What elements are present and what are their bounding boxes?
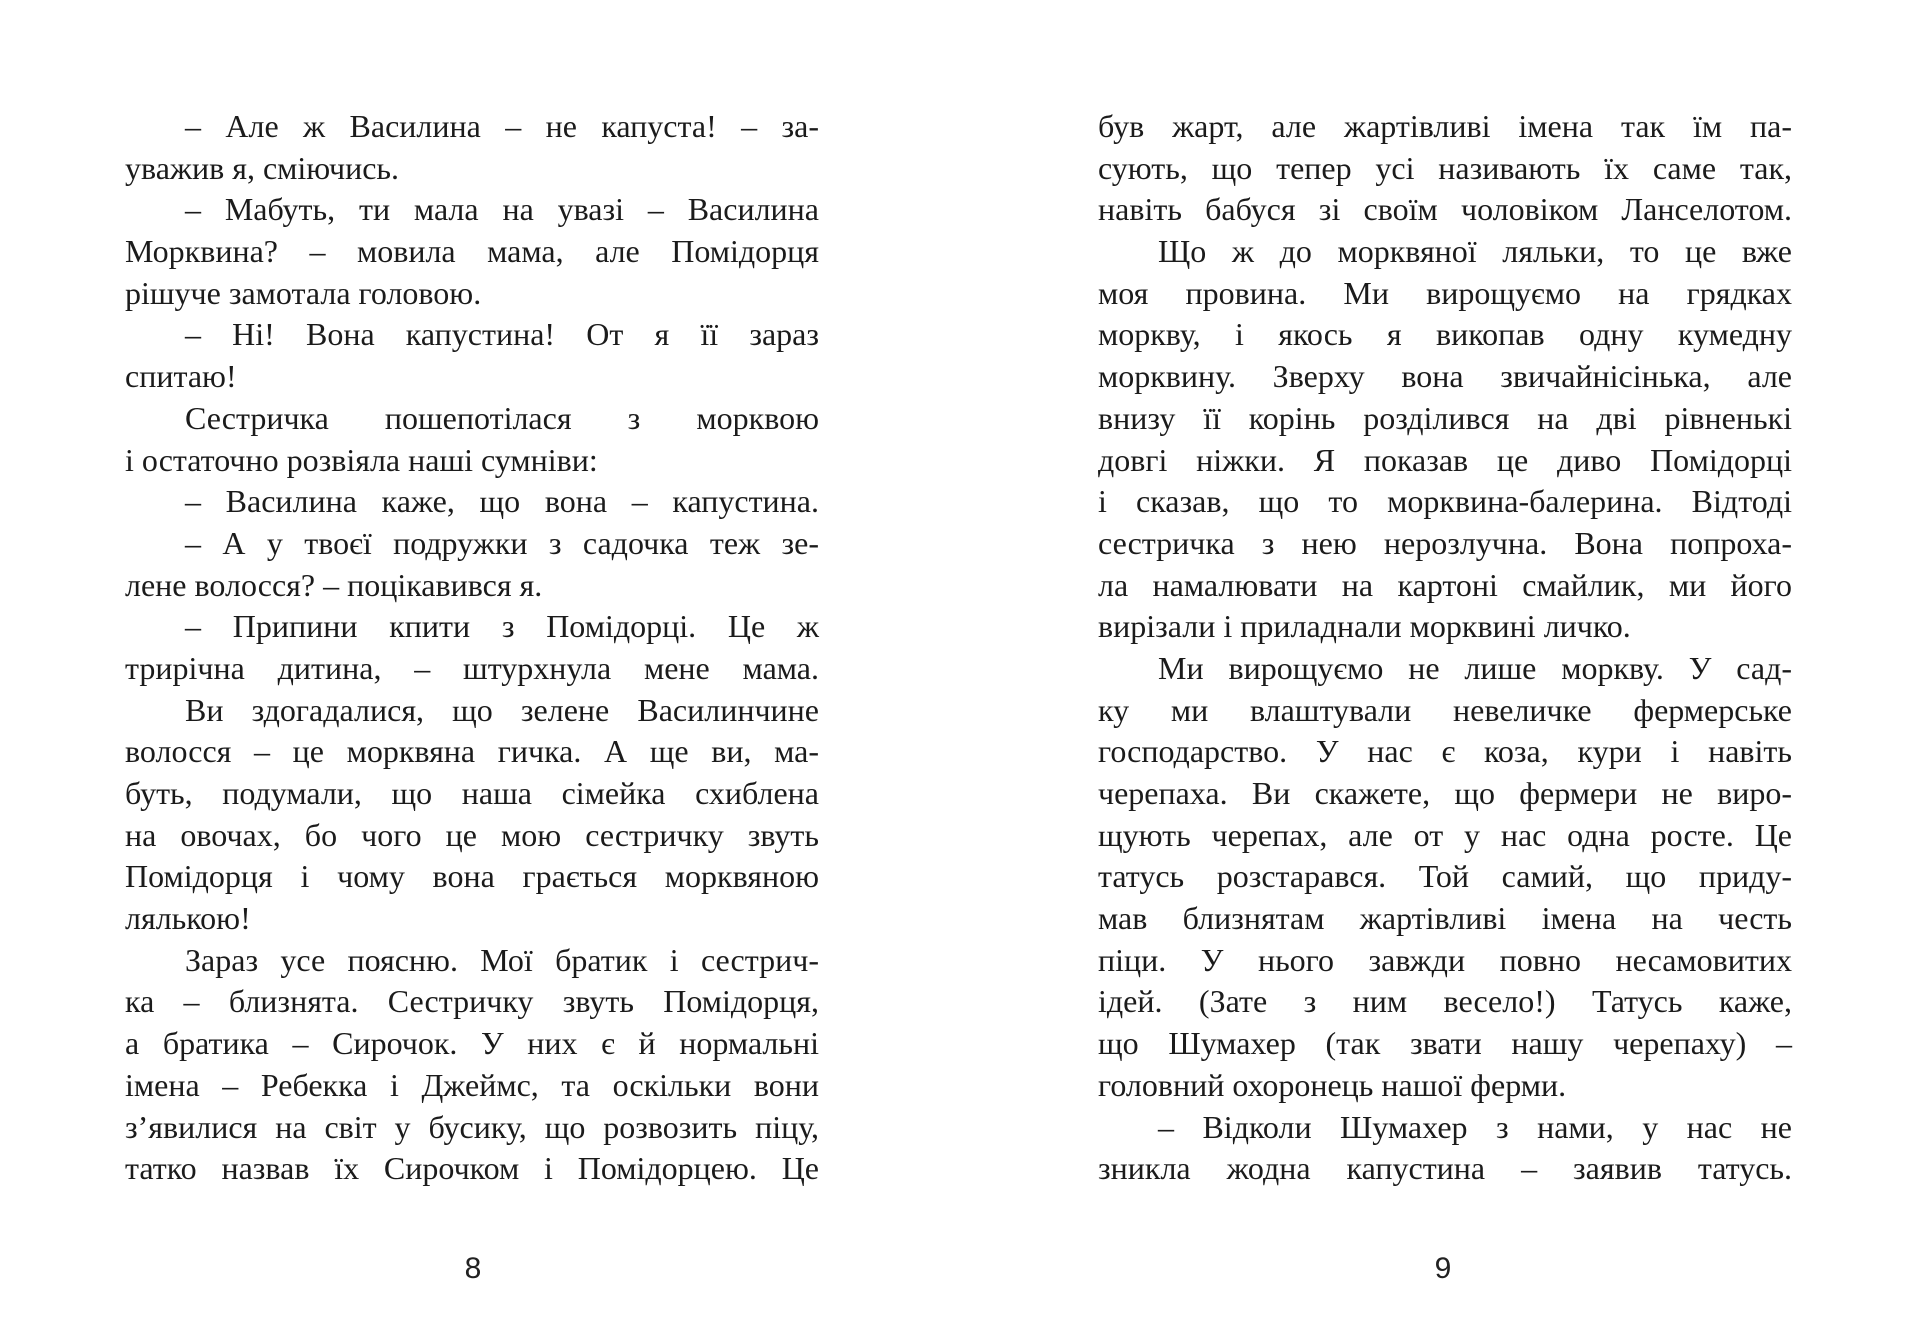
text-line: а братика – Сирочок. У них є й нормальні: [125, 1025, 819, 1062]
text-line: Ми вирощуємо не лише моркву. У сад-: [1158, 649, 1792, 686]
text-line: імена – Ребекка і Джеймс, та оскільки вони: [125, 1066, 819, 1103]
text-line: був жарт, але жартівливі імена так їм па-: [1098, 108, 1792, 144]
text-line: і остаточно розвіяла наші сумніви:: [125, 441, 598, 478]
text-line: ка – близнята. Сестричку звуть Помідорця,: [125, 983, 819, 1020]
text-line: спитаю!: [125, 358, 237, 395]
text-line: татко назвав їх Сирочком і Помідорцею. Це: [125, 1150, 819, 1187]
text-line: сують, що тепер усі називають їх саме так,: [1098, 149, 1792, 186]
text-line: буть, подумали, що наша сімейка схиблена: [125, 775, 819, 811]
text-line: і сказав, що то морквина-балерина. Відтоді: [1098, 483, 1792, 520]
text-line: морквину. Зверху вона звичайнісінька, але: [1098, 358, 1792, 395]
text-line: – Василина каже, що вона – капустина.: [185, 483, 819, 520]
text-line: зникла жодна капустина – заявив татусь.: [1098, 1150, 1792, 1187]
text-line: Зараз усе поясню. Мої братик і сестрич-: [185, 941, 819, 978]
text-line: лене волосся? – поцікавився я.: [125, 566, 543, 603]
text-line: – Відколи Шумахер з нами, у нас не: [1158, 1108, 1792, 1145]
left-page-text: [125, 106, 819, 1190]
right-page-text: [1098, 106, 1792, 1190]
page-number-right: 9: [1434, 1252, 1452, 1285]
text-line: Ви здогадалися, що зелене Василинчине: [185, 691, 819, 728]
text-line: мав близнятам жартівливі імена на честь: [1098, 900, 1792, 937]
text-line: лялькою!: [125, 900, 251, 937]
text-line: Що ж до морквяної ляльки, то це вже: [1158, 233, 1792, 270]
text-line: вирізали і приладнали морквині личко.: [1098, 608, 1631, 645]
text-line: довгі ніжки. Я показав це диво Помідорці: [1098, 441, 1792, 478]
text-line: – Ні! Вона капустина! От я її зараз: [185, 316, 819, 353]
text-line: уважив я, сміючись.: [125, 149, 399, 186]
text-line: щують черепах, але от у нас одна росте. Це: [1098, 816, 1792, 853]
text-line: на овочах, бо чого це мою сестричку звуть: [125, 816, 819, 853]
text-line: що Шумахер (так звати нашу черепаху) –: [1098, 1025, 1792, 1062]
text-line: головний охоронець нашої ферми.: [1098, 1066, 1567, 1103]
text-line: господарство. У нас є коза, кури і навіть: [1098, 733, 1792, 770]
text-line: – Мабуть, ти мала на увазі – Василина: [185, 191, 819, 228]
text-line: волосся – це морквяна гичка. А ще ви, ма-: [125, 733, 819, 770]
text-line: Сестричка пошепотілася з морквою: [185, 399, 819, 436]
text-line: черепаха. Ви скажете, що фермери не виро-: [1098, 775, 1792, 811]
text-line: ідей. (Зате з ним весело!) Татусь каже,: [1098, 983, 1792, 1020]
text-line: сестричка з нею нерозлучна. Вона попроха-: [1098, 524, 1792, 561]
text-line: татусь розстарався. Той самий, що приду-: [1098, 858, 1792, 895]
text-line: – А у твоєї подружки з садочка теж зе-: [185, 524, 819, 561]
text-line: ла намалювати на картоні смайлик, ми його: [1098, 566, 1792, 603]
text-line: рішуче замотала головою.: [125, 274, 482, 311]
text-line: моя провина. Ми вирощуємо на грядках: [1098, 274, 1792, 311]
text-line: піци. У нього завжди повно несамовитих: [1098, 941, 1792, 978]
text-line: трирічна дитина, – штурхнула мене мама.: [125, 649, 819, 686]
text-line: внизу її корінь розділився на дві рівненькі: [1098, 399, 1792, 436]
text-line: Морквина? – мовила мама, але Помідорця: [125, 233, 819, 270]
text-line: з’явилися на світ у бусику, що розвозить піцу,: [125, 1108, 819, 1145]
text-line: – Припини кпити з Помідорці. Це ж: [185, 608, 819, 645]
text-line: ку ми влаштували невеличке фермерське: [1098, 691, 1792, 728]
text-line: навіть бабуся зі своїм чоловіком Ланселотом.: [1098, 191, 1792, 228]
page-number-left: 8: [464, 1252, 482, 1285]
text-line: моркву, і якось я викопав одну кумедну: [1098, 316, 1792, 353]
text-line: – Але ж Василина – не капуста! – за-: [185, 108, 819, 144]
text-line: Помідорця і чому вона грається морквяною: [125, 858, 819, 895]
